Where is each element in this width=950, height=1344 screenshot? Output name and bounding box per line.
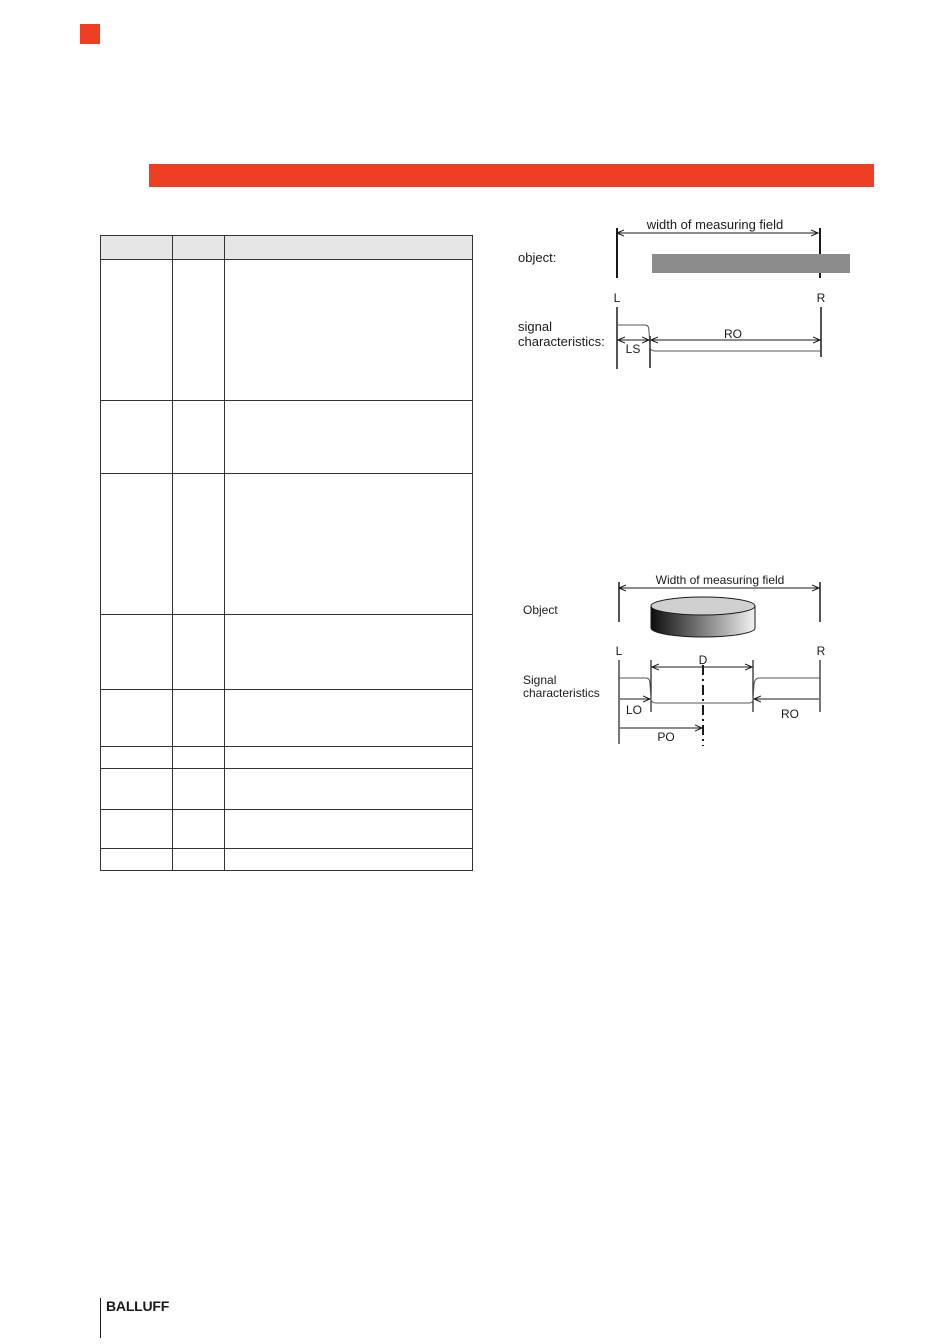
ro-label: RO [724,327,742,341]
table-row [101,769,473,810]
table-cell [225,810,473,849]
table-cell [173,260,225,401]
parameter-table [100,235,473,871]
object-label: Object [523,603,558,617]
table-cell [225,849,473,871]
table-row [101,810,473,849]
signal-label-line2: characteristics: [518,334,605,349]
table-header-row [101,236,473,260]
table-cell [225,769,473,810]
table-header-cell [101,236,173,260]
table-cell [173,401,225,474]
table-cell [101,401,173,474]
table-cell [173,849,225,871]
signal-label-line1: signal [518,319,552,334]
table-cell [173,474,225,615]
po-label: PO [657,730,675,744]
table-cell [101,615,173,690]
footer-rule [100,1298,101,1338]
object-signal-svg [500,568,870,753]
corner-marker [80,24,100,44]
table-row [101,260,473,401]
edge-signal-diagram [500,212,870,372]
ls-label: LS [625,342,641,356]
table-cell [173,690,225,747]
table-cell [173,769,225,810]
ro-label: RO [781,707,799,721]
table-row [101,690,473,747]
table-row [101,849,473,871]
signal-trace [617,325,820,351]
field-width-label: Width of measuring field [655,573,785,587]
lo-label: LO [625,703,643,717]
table-cell [101,747,173,769]
table-cell [225,615,473,690]
table-cell [101,474,173,615]
signal-label-line2: characteristics [523,686,600,700]
table-cell [101,690,173,747]
left-label: L [613,291,621,305]
table-cell [225,401,473,474]
table-cell [225,747,473,769]
table-cell [173,747,225,769]
table-row [101,747,473,769]
table-cell [101,810,173,849]
right-label: R [816,644,826,658]
d-label: D [698,653,708,667]
table-cell [225,260,473,401]
field-width-label: width of measuring field [646,217,784,232]
table-cell [101,260,173,401]
object-bar [652,254,850,273]
cylinder-object [651,597,755,637]
section-header-bar [149,164,874,187]
table-row [101,474,473,615]
right-label: R [816,291,826,305]
edge-signal-svg [500,212,870,372]
signal-label-line1: Signal [523,673,557,687]
left-label: L [615,644,623,658]
table-row [101,401,473,474]
table-cell [173,810,225,849]
table-cell [101,849,173,871]
table-row [101,615,473,690]
balluff-logo: BALLUFF [106,1298,170,1314]
object-label: object: [518,250,557,265]
table-cell [225,474,473,615]
object-signal-diagram [500,568,870,753]
table-cell [173,615,225,690]
table-header-cell [225,236,473,260]
table-cell [225,690,473,747]
table-header-cell [173,236,225,260]
table-cell [101,769,173,810]
